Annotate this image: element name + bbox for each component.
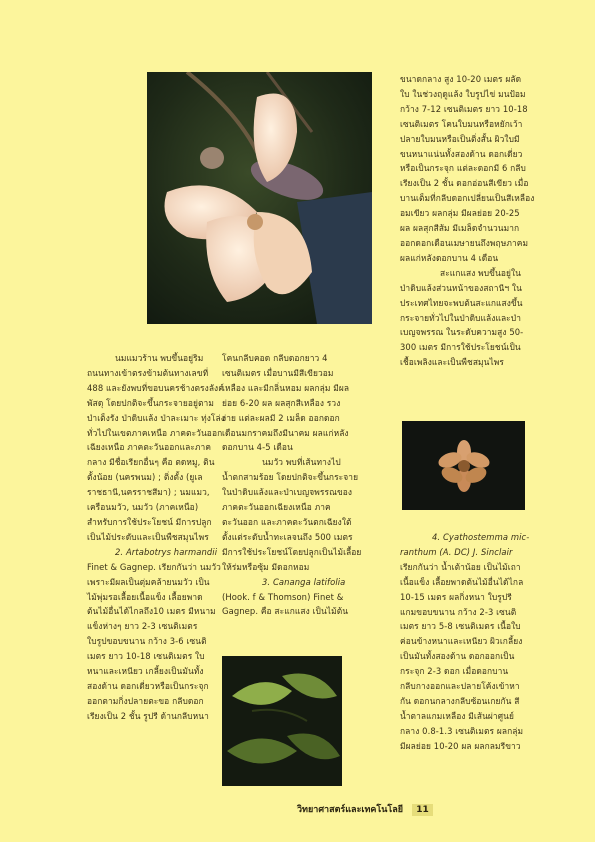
text-line: กว้าง 7-12 เซนติเมตร ยาว 10-18 [400, 103, 528, 114]
text-line: เฉียงเหนือ ภาคตะวันออกและภาค [87, 442, 212, 453]
text-line: นมวัว พบที่เส้นทางไป [262, 457, 341, 468]
text-line: ranthum (A. DC) J. Sinclair [400, 546, 513, 557]
text-line: เซนติเมตร โคนใบมนหรือหยักเว้า [400, 118, 523, 129]
text-line: กระจายทั่วไปในป่าดิบแล้งและป่า [400, 312, 521, 323]
text-line: เรียกกันว่า น้ำเต้าน้อย เป็นไม้เถา [400, 561, 521, 572]
text-line: หนาและเหนียว เกลี้ยงเป็นมันทั้ง [87, 666, 204, 677]
text-line: ออกตามกิ่งปลายตะขอ กลีบดอก [87, 695, 204, 706]
text-line: ดอกบาน 4-5 เดือน [222, 442, 293, 453]
text-line: ตั้งแต่ระดับน้ำทะเลจนถึง 500 เมตร [222, 531, 353, 542]
text-line: กัน ดอกนกลางกลีบซ้อนเกยกัน สี [400, 695, 520, 706]
text-line: ใบ ในช่วงฤดูแล้ง ใบรูปไข่ มนป้อม [400, 88, 526, 99]
text-line: ถนนทางเข้าตรงข้ามต้นทางเลขที่ [87, 367, 209, 378]
text-line: น้ำตกสามร้อย โดยปกติจะขึ้นกระจาย [222, 472, 359, 483]
text-line: ราชธานี,นครราชสีมา) ; นมแมว, [87, 487, 210, 498]
text-line: ในป่าดิบแล้งและป่าเบญจพรรณของ [222, 487, 353, 498]
text-line: นมแมวร้าน พบขึ้นอยู่ริม [115, 353, 204, 363]
text-line: เรียงเป็น 2 ชั้น รูปรี ด้านกลีบหนา [87, 710, 209, 721]
text-line: ผล ผลสุกสีส้ม มีเมล็ดจำนวนมาก [400, 223, 520, 234]
text-line: ทั่วไปในเขตภาคเหนือ ภาคตะวันออก [87, 427, 223, 438]
text-line: เชื้อเพลิงและเป็นพืชสมุนไพร [400, 357, 505, 368]
text-line: ย่อย 6-20 ผล ผลสุกสีเหลือง รวง [222, 397, 341, 408]
text-line: ค่อนข้างหนาและเหนียว ผิวเกลี้ยง [400, 636, 523, 647]
leaf-photo-bottom [222, 656, 342, 786]
magazine-title: วิทยาศาสตร์และเทคโนโลยี [297, 805, 404, 815]
flower-photo-top [147, 72, 372, 324]
species-heading: 2. Artabotrys harmandii [115, 546, 218, 557]
text-line: เมตร ยาว 5-8 เซนติเมตร เนื้อใบ [400, 621, 521, 632]
text-line: มีการใช้ประโยชน์โดยปลูกเป็นไม้เลื้อย [222, 546, 362, 557]
text-line: Finet & Gagnep. เรียกกันว่า นมวัว [87, 561, 221, 572]
text-line: สะแกแสง พบขึ้นอยู่ใน [440, 267, 521, 278]
text-line: ให้ร่มหรือซุ้ม มีดอกหอม [222, 561, 310, 572]
text-line: 10-15 เมตร ผลกิ่งหนา ใบรูปรี [400, 591, 512, 602]
page-footer [297, 802, 433, 816]
species-heading: 3. Cananga latifolia [262, 576, 346, 587]
text-line: ประเทศไทยจะพบต้นสะแกแสงขึ้น [400, 297, 523, 308]
text-line: กลาง 0.8-1.3 เซนติเมตร ผลกลุ่ม [400, 725, 524, 736]
text-line: กลาง มีชื่อเรียกอื่นๆ คือ ตดหมู, ติน [87, 457, 215, 468]
text-line: บานเต็มที่กลีบดอกเปลี่ยนเป็นสีเหลือง [400, 193, 535, 204]
text-line: แกมขอบขนาน กว้าง 2-3 เซนติ [400, 606, 517, 617]
text-line: เป็นไม้ประดับและเป็นพืชสมุนไพร [87, 531, 209, 542]
species-heading: 4. Cyathostemma mic- [432, 532, 530, 542]
text-line: พัสดุ โดยปกติจะขึ้นกระจายอยู่ตาม [87, 397, 214, 408]
text-line: มีผลย่อย 10-20 ผล ผลกลมรีขาว [400, 740, 521, 751]
text-line: ผลแก่หลังดอกบาน 4 เดือน [400, 252, 499, 263]
text-line: กลีบกางออกและปลายโค้งเข้าหา [400, 681, 520, 692]
text-line: (Hook. f & Thomson) Finet & [222, 591, 344, 602]
text-line: เซนติเมตร เมื่อบานมีสีเขียวอม [222, 367, 334, 378]
text-line: กระจุก 2-3 ดอก เมื่อดอกบาน [400, 666, 509, 677]
text-line: ขนหนาแน่นทั้งสองด้าน ดอกเดี่ยว [400, 148, 523, 159]
text-line: สองด้าน ดอกเดี่ยวหรือเป็นกระจุก [87, 680, 209, 691]
text-line: Gagnep. คือ สะแกแสง เป็นไม้ต้น [222, 606, 349, 617]
text-column-left [87, 351, 225, 724]
text-line: หรือเป็นกระจุก แต่ละดอกมี 6 กลีบ [400, 163, 526, 174]
text-line: ปลายใบมนหรือเป็นติ่งสั้น ผิวใบมี [400, 133, 520, 144]
text-line: ต้นไม้อื่นได้ไกลถึง10 เมตร มีหนาม [87, 606, 216, 617]
text-column-middle [222, 351, 361, 619]
text-line: เครือนมวัว, นมวัว (ภาคเหนือ) [87, 502, 199, 513]
text-line: เป็นมันทั้งสองด้าน ดอกออกเป็น [400, 651, 515, 662]
text-line: น้ำตาลแกมเหลือง มีเส้นผ่าศูนย์ [400, 710, 514, 721]
text-line: เพราะมีผลเป็นตุ่มคล้ายนมวัว เป็น [87, 576, 210, 587]
text-line: 300 เมตร มีการใช้ประโยชน์เป็น [400, 342, 521, 353]
text-line: ตั้งน้อย (นครพนม) ; ติ่งตั้ง (ยูเล [87, 472, 203, 483]
text-line: สำหรับการใช้ประโยชน์ มีการปลูก [87, 516, 212, 527]
text-column-right-top [400, 72, 534, 370]
text-line: ไม้พุ่มรอเลื้อยเนื้อแข็ง เลื้อยพาด [87, 591, 203, 602]
text-line: แข็งห่างๆ ยาว 2-3 เซนติเมตร [87, 621, 198, 632]
text-line: เหลือง และมีกลิ่นหอม ผลกลุ่ม มีผล [222, 382, 350, 393]
text-line: เบญจพรรณ ในระดับความสูง 50- [400, 327, 524, 338]
text-line: เดือนมกราคมถึงมีนาคม ผลแก่หลัง [222, 427, 349, 438]
text-line: เนื้อแข็ง เลื้อยพาดต้นไม้อื่นได้ไกล [400, 576, 524, 587]
flower-photo-right [402, 421, 525, 510]
text-line: ขนาดกลาง สูง 10-20 เมตร ผลัด [400, 74, 522, 84]
text-line: ป่าเต็งรัง ป่าดิบแล้ง ป่าละเมาะ ทุ่งโล่ง [87, 412, 225, 423]
text-line: ตะวันออก และภาคตะวันตกเฉียงใต้ [222, 516, 352, 527]
text-column-right-bottom [400, 530, 529, 754]
page-number: 11 [412, 804, 433, 816]
text-line: 488 และยังพบที่ขอบนครช้างตรงลังค์ [87, 382, 224, 393]
text-line: เมตร ยาว 10-18 เซนติเมตร ใบ [87, 651, 205, 662]
text-line: โคนกลีบคอด กลีบดอกยาว 4 [222, 353, 328, 363]
text-line: ง่าย แต่ละผลมี 2 เมล็ด ออกดอก [222, 412, 340, 423]
text-line: เรียงเป็น 2 ชั้น ดอกอ่อนสีเขียว เมื่อ [400, 178, 529, 189]
text-line: ป่าดิบแล้งส่วนหน้าของสถานีฯ ใน [400, 282, 522, 293]
text-line: ใบรูปขอบขนาน กว้าง 3-6 เซนติ [87, 636, 207, 647]
text-line: ออกดอกเดือนเมษายนถึงพฤษภาคม [400, 237, 529, 248]
text-line: อมเขียว ผลกลุ่ม มีผลย่อย 20-25 [400, 208, 520, 219]
text-line: ภาคตะวันออกเฉียงเหนือ ภาค [222, 502, 331, 513]
